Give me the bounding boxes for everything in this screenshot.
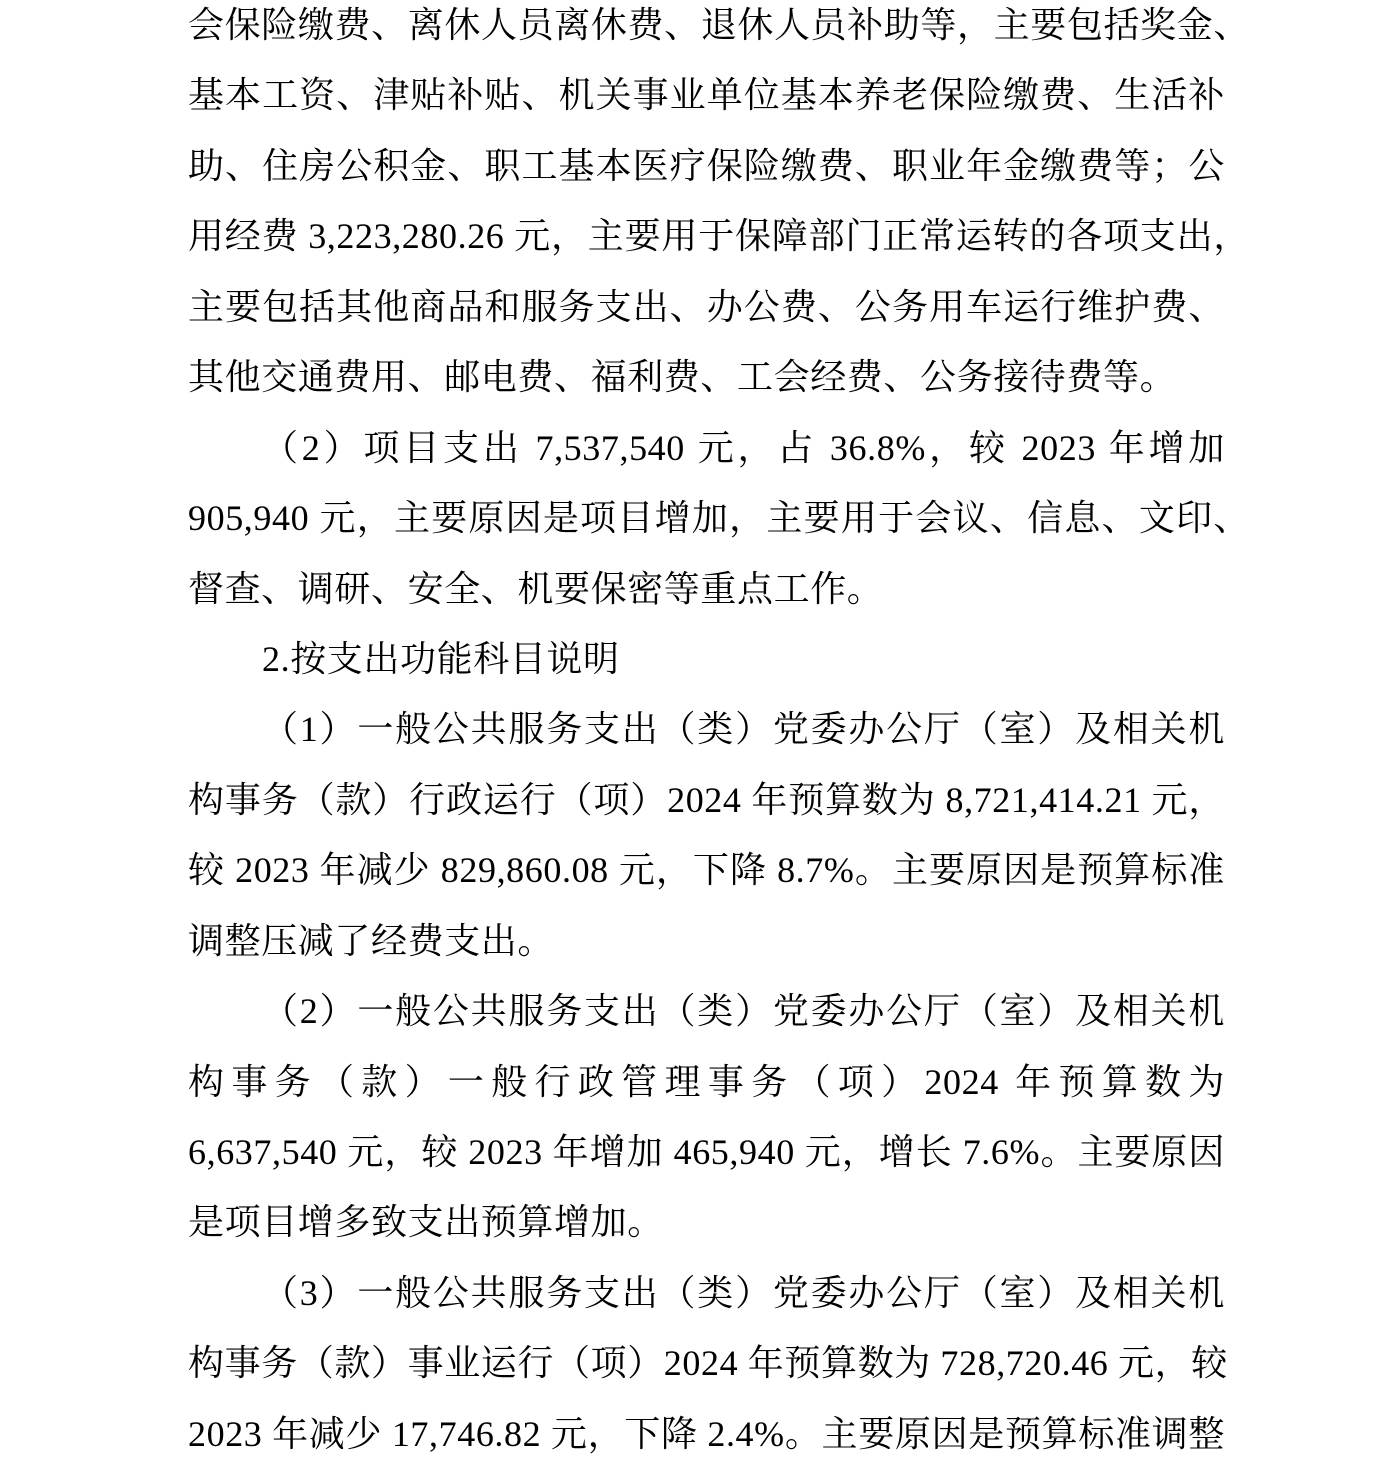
text-line: 构事务（款）一般行政管理事务（项）2024 年预算数为 xyxy=(188,1061,1225,1102)
text-line: 会保险缴费、离休人员离休费、退休人员补助等，主要包括奖金、 xyxy=(188,5,1250,45)
text-line: 基本工资、津贴补贴、机关事业单位基本养老保险缴费、生活补 xyxy=(188,75,1225,116)
section-heading: 2.按支出功能科目说明 xyxy=(262,638,620,679)
paragraph-public-institution-operation xyxy=(188,1258,1288,1458)
text-line: 构事务（款）事业运行（项）2024 年预算数为 728,720.46 元，较 xyxy=(188,1343,1228,1384)
text-line: 督查、调研、安全、机要保密等重点工作。 xyxy=(188,568,884,609)
paragraph-project-expenditure xyxy=(188,413,1288,624)
paragraph-administrative-operation xyxy=(188,694,1288,976)
text-line: 用经费 3,223,280.26 元，主要用于保障部门正常运转的各项支出， xyxy=(188,216,1250,257)
text-line: （2）项目支出 7,537,540 元，占 36.8%，较 2023 年增加 xyxy=(262,427,1225,468)
text-line: 其他交通费用、邮电费、福利费、工会经费、公务接待费等。 xyxy=(188,357,1177,398)
text-line: 是项目增多致支出预算增加。 xyxy=(188,1202,664,1243)
text-line: 助、住房公积金、职工基本医疗保险缴费、职业年金缴费等；公 xyxy=(188,145,1225,186)
paragraph-general-administrative-affairs xyxy=(188,976,1288,1258)
section-heading-functional-classification xyxy=(188,624,1288,694)
text-line: 调整压减了经费支出。 xyxy=(188,920,555,961)
text-line: 主要包括其他商品和服务支出、办公费、公务用车运行维护费、 xyxy=(188,286,1225,327)
text-line: （2）一般公共服务支出（类）党委办公厅（室）及相关机 xyxy=(262,991,1225,1032)
text-line: （1）一般公共服务支出（类）党委办公厅（室）及相关机 xyxy=(262,709,1225,750)
text-line: 构事务（款）行政运行（项）2024 年预算数为 8,721,414.21 元， xyxy=(188,779,1225,820)
text-line: 905,940 元，主要原因是项目增加，主要用于会议、信息、文印、 xyxy=(188,498,1250,539)
text-line: （3）一般公共服务支出（类）党委办公厅（室）及相关机 xyxy=(262,1272,1225,1313)
text-line: 2023 年减少 17,746.82 元，下降 2.4%。主要原因是预算标准调整 xyxy=(188,1413,1225,1454)
paragraph-personnel-and-public-expenses xyxy=(188,0,1288,413)
body-text xyxy=(188,0,1288,1458)
text-line: 6,637,540 元，较 2023 年增加 465,940 元，增长 7.6%。主要原因 xyxy=(188,1132,1225,1172)
text-line: 较 2023 年减少 829,860.08 元，下降 8.7%。主要原因是预算标准 xyxy=(188,850,1225,891)
